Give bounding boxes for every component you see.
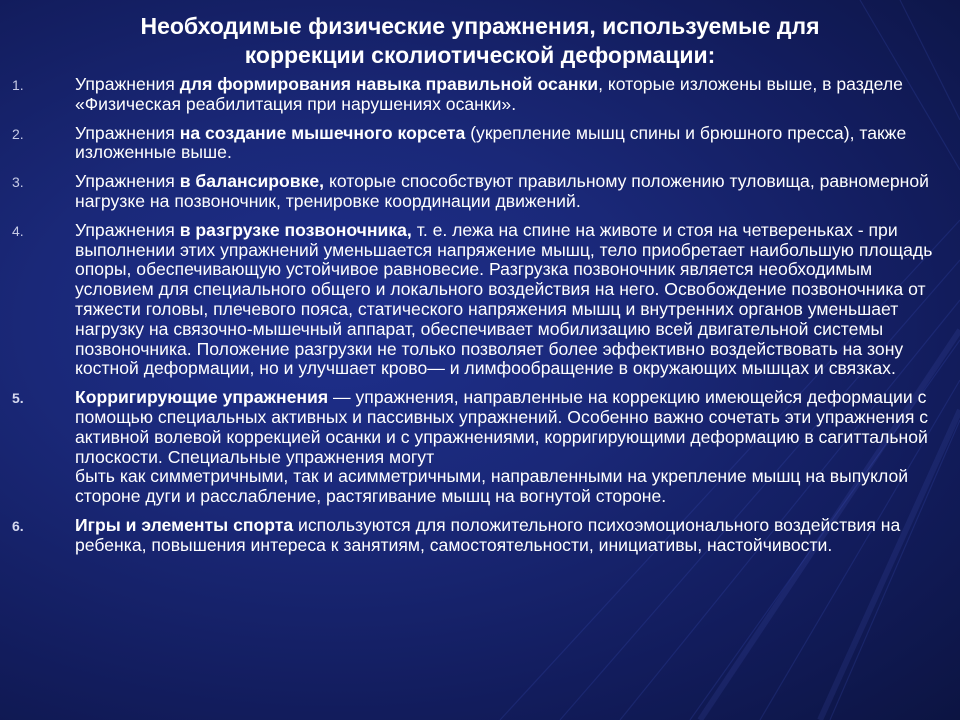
item-text: которые способствуют правильному положению туловища, равномерной нагрузке на позвоночник, тренировке координации движений.	[75, 171, 930, 211]
item-number: 3.	[12, 174, 24, 191]
item-text: используются для положительного психоэмоционального воздействия на ребенка, повышения интереса к занятиям, самостоятельности, инициативы, настойчивости.	[75, 514, 901, 555]
item-text: Упражнения	[75, 74, 180, 94]
item-text: Упражнения	[75, 219, 180, 240]
item-number: 4.	[12, 222, 24, 239]
item-text: , которые изложены выше, в разделе «Физическая реабилитация при нарушениях осанки».	[75, 74, 903, 114]
item-bold-text: Игры и элементы спорта	[75, 514, 294, 535]
item-bold-text: в разгрузке позвоночника,	[179, 219, 412, 240]
item-text: Упражнения	[75, 171, 180, 192]
item-number: 2.	[12, 125, 24, 142]
list-item	[0, 221, 960, 379]
list-item	[0, 124, 960, 164]
item-bold-text: в балансировке,	[179, 171, 325, 192]
item-bold-text: на создание мышечного корсета	[179, 122, 466, 143]
item-text-continued: быть как симметричными, так и асимметричными, направленными на укрепление мышц на выпуклой стороне дуги и расслабление, растягивание мышц на вогнутой стороне.	[75, 466, 909, 507]
item-bold-text: Корригирующие упражнения	[75, 387, 329, 408]
list-item	[0, 388, 960, 507]
title-line-2: коррекции сколиотической деформации:	[244, 42, 716, 68]
item-text: Упражнения	[75, 122, 180, 143]
item-number: 1.	[12, 77, 24, 93]
list-item	[0, 516, 960, 556]
item-bold-text: для формирования навыка правильной осанки	[179, 74, 599, 94]
title-line-1: Необходимые физические упражнения, используемые для	[140, 13, 820, 39]
list-item	[0, 172, 960, 212]
item-number: 5.	[12, 390, 24, 407]
page-title	[40, 12, 920, 70]
item-text: т. е. лежа на спине на животе и стоя на четвереньках - при выполнении этих упражнений уменьшается напряжение мышц, тело приобретает наибольшую площадь опоры, обеспечивающую устойчивое равновесие. Разгрузка позвоночник является необходимым условием для специального общего и локального воздействия на него. Освобождение позвоночника от тяжести головы, плечевого пояса, статического напряжения мышц и внутренних органов уменьшает нагрузку на связочно-мышечный аппарат, обеспечивает мобилизацию всей двигательной системы позвоночника. Положение разгрузки не только позволяет более эффективно воздействовать на зону костной деформации, но и улучшает крово— и лимфообращение в окружающих мышцах и связках.	[75, 219, 933, 379]
item-text: — упражнения, направленные на коррекцию имеющейся деформации с помощью специальных активных и пассивных упражнений. Особенно важно сочетать эти упражнения с активной волевой коррекцией осанки и с упражнениями, корригирующими деформацию в сагиттальной плоскости. Специальные упражнения могут	[75, 387, 929, 467]
item-text: (укрепление мышц спины и брюшного пресса), также изложенные выше.	[75, 122, 907, 163]
list-item	[0, 75, 960, 115]
item-number: 6.	[12, 517, 24, 534]
exercise-list	[0, 75, 960, 565]
